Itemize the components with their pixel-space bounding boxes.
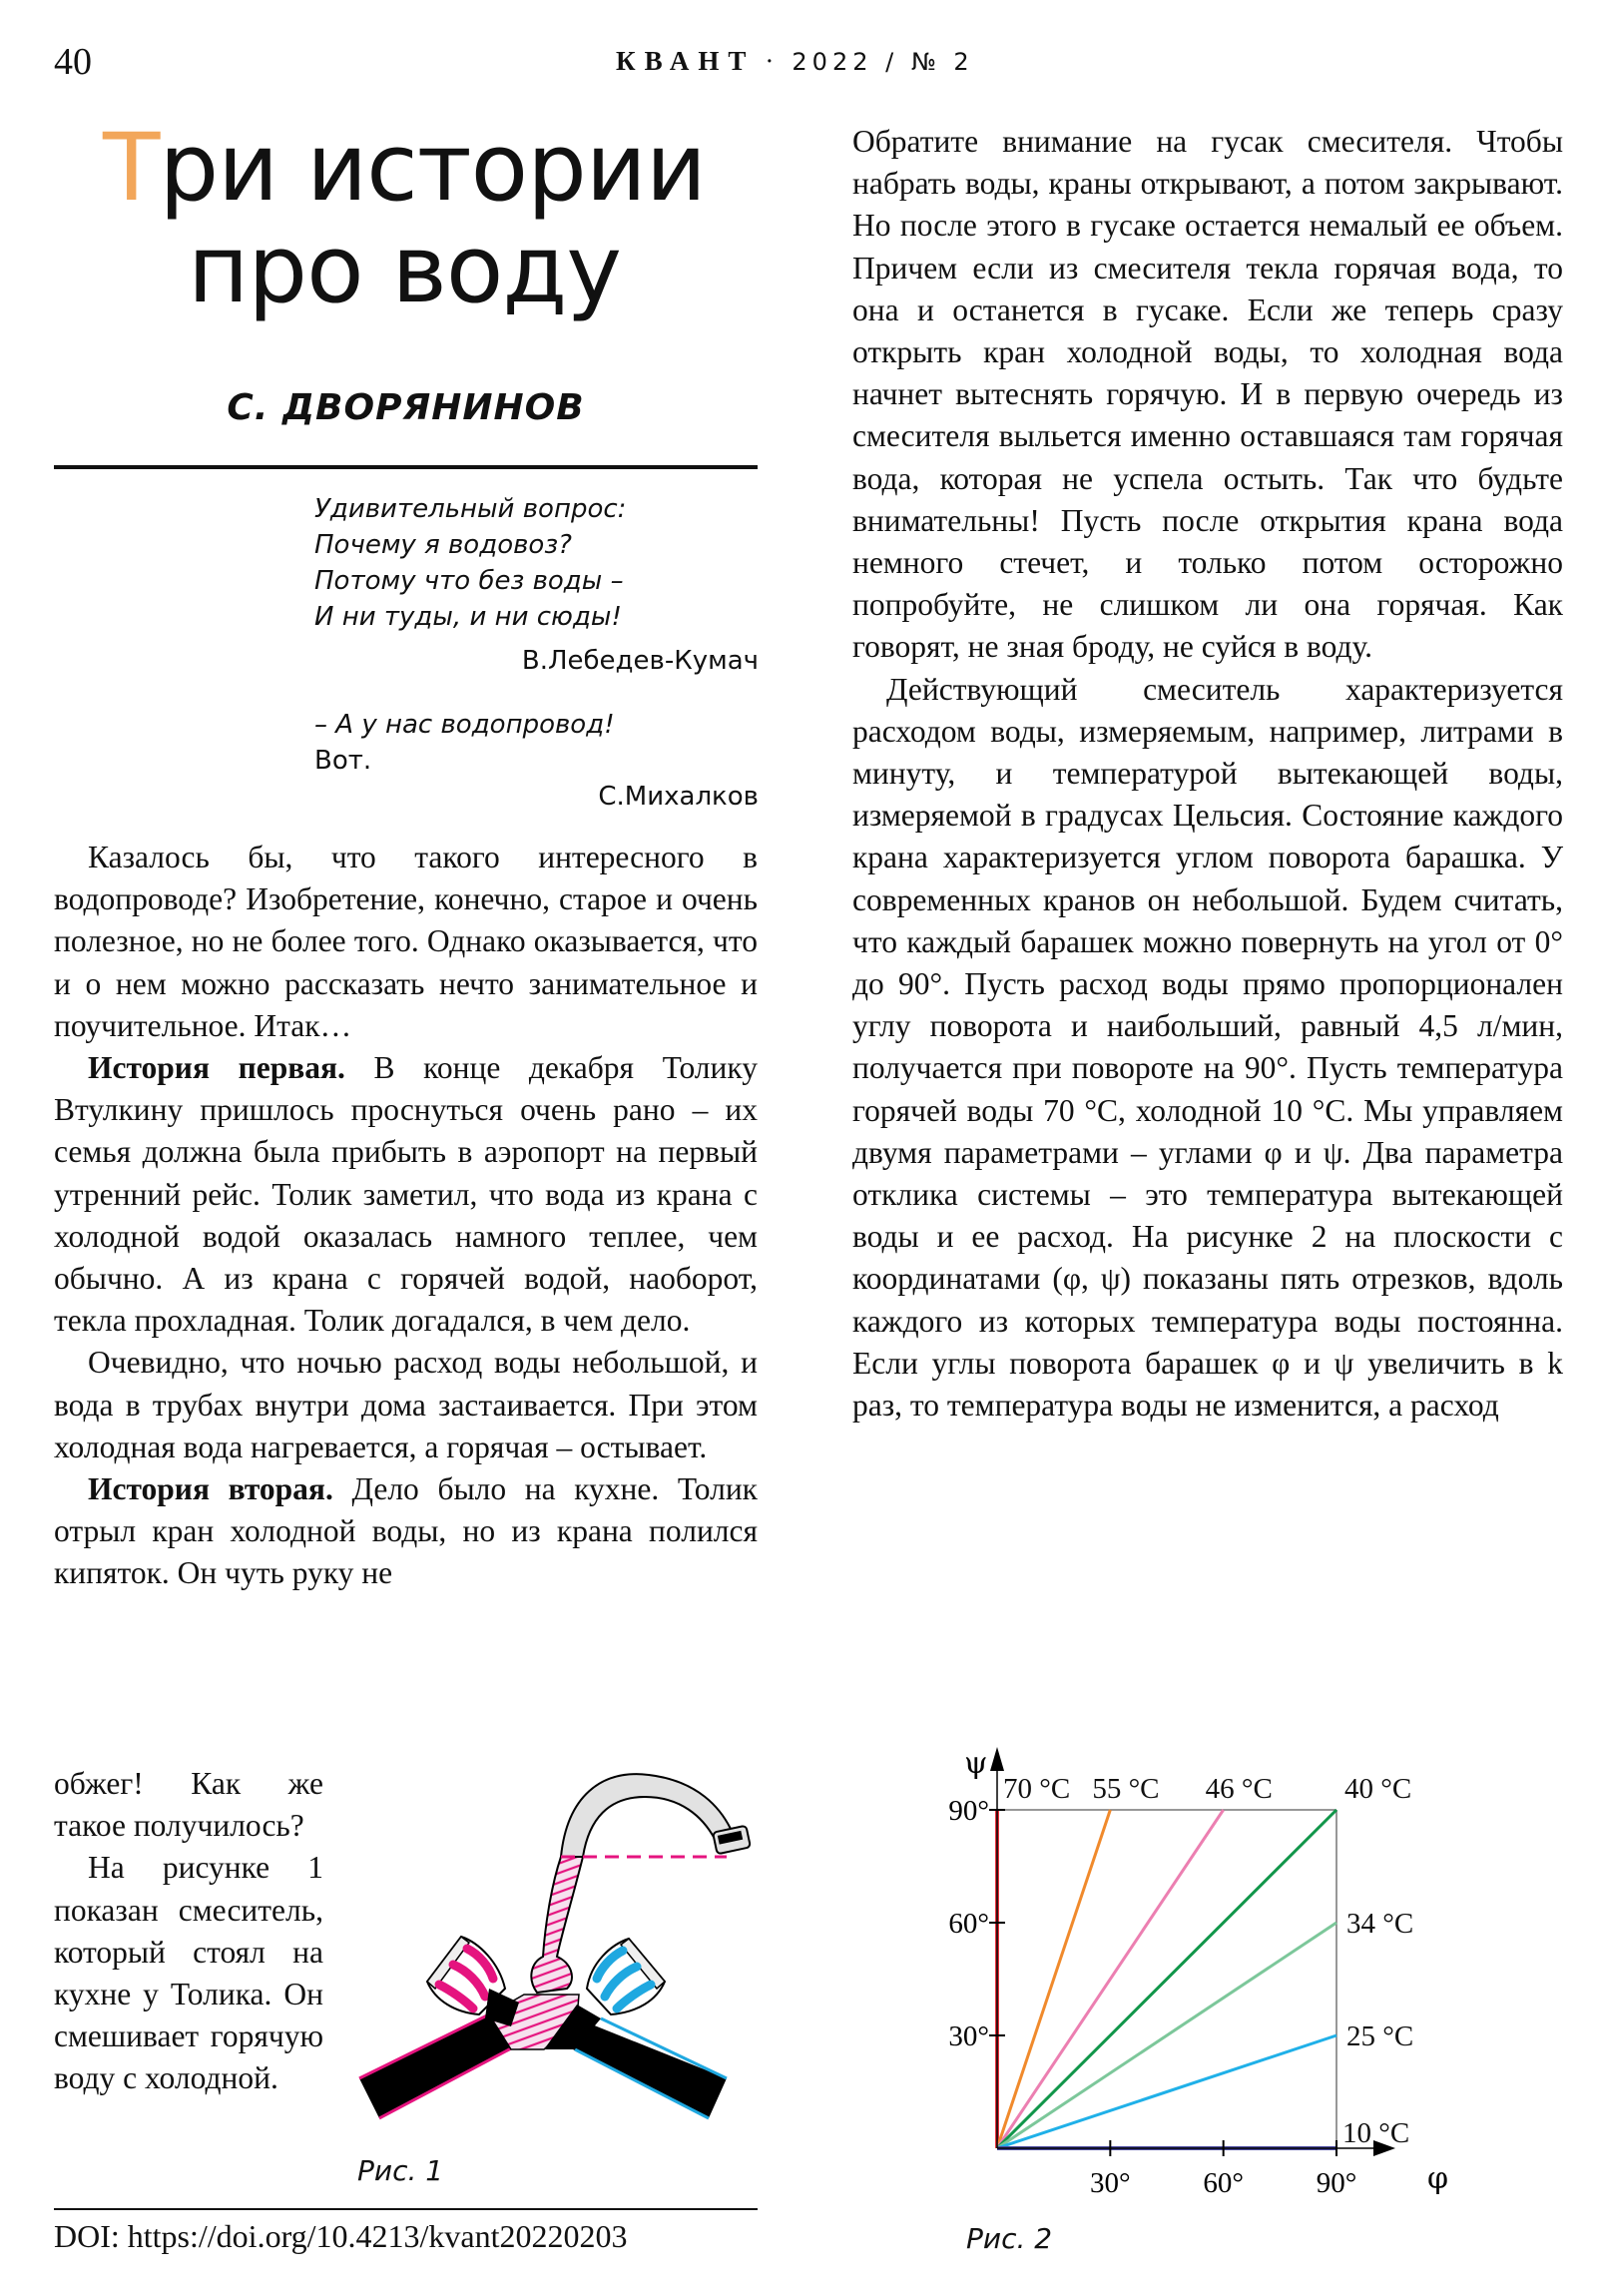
x-tick-label: 90°	[1316, 2167, 1357, 2196]
paragraph-explanation: Очевидно, что ночью расход воды небольшой, и вода в трубах внутри дома застаивается. При этом холодная вода нагревается, а горячая – остывает.	[54, 1345, 758, 1464]
story-one-heading: История первая.	[88, 1050, 345, 1086]
series-label: 70 °C	[1003, 1773, 1071, 1805]
title-line-1: ри истории	[159, 114, 706, 223]
left-column-wrap	[54, 1763, 323, 2100]
article-title	[60, 114, 749, 324]
figure-2-caption: Рис. 2	[966, 2222, 1053, 2255]
paragraph-gooseneck: Обратите внимание на гусак смесителя. Чтобы набрать воды, краны открывают, а потом закрывают. Но после этого в гусаке остается немалый ее объем. Причем если из смесителя текла горячая вода, то она и останется в гусаке. Если же теперь сразу открыть кран холодной воды, то холодная вода начнет вытеснять горячую. И в первую очередь из смесителя выльется именно оставшаяся там горячая вода, которая не успела остыть. Так что будьте внимательны! Пусть после открытия крана вода немного стечет, и только потом осторожно попробуйте, не слишком ли она горячая. Как говорят, не зная броду, не суйся в воду.	[852, 124, 1563, 665]
running-head	[616, 46, 974, 77]
page-number: 40	[54, 41, 92, 83]
series-line	[997, 1810, 1224, 2148]
issue-number: 2022 / № 2	[792, 48, 974, 76]
faucet-illustration	[339, 1757, 779, 2186]
author-divider	[54, 465, 758, 469]
magazine-name: КВАНТ	[616, 46, 756, 76]
author-name: С. ДВОРЯНИНОВ	[227, 387, 585, 428]
story-two-heading: История вторая.	[88, 1471, 333, 1507]
epigraph-2	[314, 707, 759, 815]
x-axis-label: φ	[1427, 2161, 1449, 2196]
y-axis-label: ψ	[964, 1746, 988, 1781]
series-line	[997, 1810, 1110, 2148]
epigraph-1	[314, 491, 759, 679]
epigraph-line: И ни туды, и ни сюды!	[314, 602, 622, 632]
epigraph-line: – А у нас водопровод!	[314, 710, 615, 740]
figure-1-caption: Рис. 1	[357, 2154, 444, 2187]
story-two-text: Дело было на кухне. Толик отрыл кран холодной воды, но из крана полился кипяток. Он чуть руку не	[54, 1471, 758, 1591]
series-label: 40 °C	[1344, 1773, 1412, 1805]
separator-dot: ·	[765, 46, 775, 76]
paragraph-figure-ref: На рисунке 1 показан смеситель, который стоял на кухне у Толика. Он смешивает горячую воду с холодной.	[54, 1850, 323, 2096]
series-label: 25 °C	[1346, 2020, 1414, 2052]
epigraph-line: Удивительный вопрос:	[314, 494, 627, 524]
temperature-chart	[928, 1737, 1487, 2196]
paragraph-story-two-cont: обжег! Как же такое получилось?	[54, 1766, 323, 1844]
epigraph-attribution: В.Лебедев-Кумач	[521, 646, 759, 676]
epigraph-attribution: С.Михалков	[598, 782, 759, 812]
series-label: 55 °C	[1092, 1773, 1160, 1805]
constant-temperature-lines	[997, 1810, 1336, 2148]
line-labels	[1003, 1773, 1413, 2149]
x-tick-label: 30°	[1090, 2167, 1131, 2196]
series-line	[997, 2035, 1336, 2148]
epigraph-line: Потому что без воды –	[314, 566, 624, 596]
epigraph-plain-line: Вот.	[314, 746, 372, 776]
series-label: 34 °C	[1346, 1908, 1414, 1940]
y-tick-label: 90°	[948, 1795, 989, 1827]
story-one-text: В конце декабря Толику Втулкину пришлось проснуться очень рано – их семья должна была прибыть в аэропорт на первый утренний рейс. Толик заметил, что вода из крана с холодной водой оказалась намного теплее, чем обычно. А из крана с горячей водой, наоборот, текла прохладная. Толик догадался, в чем дело.	[54, 1050, 758, 1339]
paragraph-story-two	[54, 1468, 758, 1595]
x-tick-label: 60°	[1203, 2167, 1244, 2196]
y-tick-label: 60°	[948, 1908, 989, 1940]
paragraph-intro: Казалось бы, что такого интересного в водопроводе? Изобретение, конечно, старое и очень полезное, но не более того. Однако оказывается, что и о нем можно рассказать нечто занимательное и поучительное. Итак…	[54, 840, 758, 1043]
series-label: 46 °C	[1205, 1773, 1273, 1805]
paragraph-mixer-model: Действующий смеситель характеризуется расходом воды, измеряемым, например, литрами в минуту, и температурой вытекающей воды, измеряемой в градусах Цельсия. Состояние каждого крана характеризуется углом поворота барашка. У современных кранов он небольшой. Будем считать, что каждый барашек можно повернуть на угол от 0° до 90°. Пусть расход воды прямо пропорционален углу поворота и наибольший, равный 4,5 л/мин, получается при повороте на 90°. Пусть температура горячей воды 70 °С, холодной 10 °С. Мы управляем двумя параметрами – углами φ и ψ. Два параметра отклика системы – это температура вытекающей воды и ее расход. На рисунке 2 на плоскости с координатами (φ, ψ) показаны пять отрезков, вдоль каждого из которых температура воды постоянна. Если углы поворота барашек φ и ψ увеличить в k раз, то температура воды не изменится, а расход	[852, 671, 1563, 1424]
doi-link[interactable]: DOI: https://doi.org/10.4213/kvant20220203	[54, 2218, 628, 2254]
footer-divider	[54, 2208, 758, 2210]
y-tick-label: 30°	[948, 2020, 989, 2052]
left-column	[54, 837, 758, 1595]
right-column	[852, 121, 1563, 1427]
title-initial: Т	[103, 114, 160, 223]
paragraph-story-one	[54, 1047, 758, 1342]
series-label: 10 °C	[1342, 2117, 1410, 2149]
series-line	[997, 1923, 1336, 2148]
series-line	[997, 1810, 1336, 2148]
y-axis-arrow-icon	[990, 1747, 1004, 1771]
title-line-2: про воду	[187, 216, 622, 324]
epigraph-line: Почему я водовоз?	[314, 530, 572, 560]
